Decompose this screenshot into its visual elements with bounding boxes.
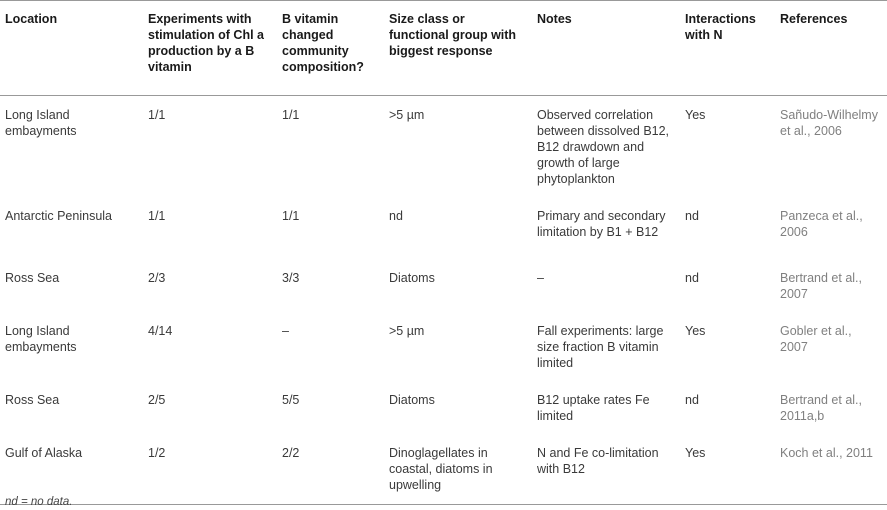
cell-community-change: – <box>282 324 289 338</box>
table-row <box>0 96 887 198</box>
table-row <box>0 197 887 259</box>
cell-notes: Fall experiments: large size fraction B vitamin limited <box>537 324 664 370</box>
header-community-change: B vitamin changed community composition? <box>277 1 384 96</box>
cell-community-change: 2/2 <box>277 434 384 504</box>
cell-interactions: nd <box>685 209 699 223</box>
cell-experiments: 1/1 <box>148 108 166 122</box>
cell-size-class: Diatoms <box>389 393 435 407</box>
cell-size-class: nd <box>389 209 403 223</box>
cell-location: Ross Sea <box>5 393 60 407</box>
cell-interactions: Yes <box>685 324 706 338</box>
cell-references: Bertrand et al., 2011a,b <box>780 393 862 423</box>
cell-location: Long Island embayments <box>5 108 77 138</box>
cell-references: Panzeca et al., 2006 <box>780 209 863 239</box>
header-size-class: Size class or functional group with biggest response <box>384 1 532 96</box>
cell-location: Gulf of Alaska <box>0 434 143 504</box>
cell-references: Koch et al., 2011 <box>775 434 887 504</box>
cell-interactions: Yes <box>680 434 775 504</box>
cell-interactions: Yes <box>685 108 706 122</box>
cell-notes: B12 uptake rates Fe limited <box>537 393 650 423</box>
cell-community-change: 5/5 <box>282 393 300 407</box>
cell-size-class: Diatoms <box>389 271 435 285</box>
cell-community-change: 3/3 <box>282 271 300 285</box>
cell-notes: Primary and secondary limitation by B1 + B12 <box>537 209 666 239</box>
header-row <box>0 1 887 96</box>
header-experiments: Experiments with stimulation of Chl a production by a B vitamin <box>143 1 277 96</box>
cell-location: Long Island embayments <box>5 324 77 354</box>
table-row <box>0 381 887 434</box>
cell-community-change: 1/1 <box>282 209 300 223</box>
table-row <box>0 312 887 381</box>
cell-experiments: 2/5 <box>148 393 166 407</box>
header-interactions: Interactions with N <box>680 1 775 96</box>
cell-interactions: nd <box>685 393 699 407</box>
table-row <box>0 434 887 504</box>
footnote: nd = no data. <box>5 496 73 508</box>
cell-experiments: 4/14 <box>148 324 173 338</box>
cell-interactions: nd <box>685 271 699 285</box>
cell-size-class: >5 µm <box>389 324 425 338</box>
cell-experiments: 1/2 <box>143 434 277 504</box>
cell-references: Bertrand et al., 2007 <box>780 271 862 301</box>
cell-notes: – <box>537 271 544 285</box>
cell-community-change: 1/1 <box>282 108 300 122</box>
cell-location: Ross Sea <box>5 271 60 285</box>
cell-experiments: 2/3 <box>148 271 166 285</box>
cell-notes: Observed correlation between dissolved B12, B12 drawdown and growth of large phytoplankton <box>537 108 670 186</box>
header-location: Location <box>0 1 143 96</box>
cell-size-class: >5 µm <box>389 108 425 122</box>
cell-size-class: Dinoglagellates in coastal, diatoms in upwelling <box>384 434 532 504</box>
cell-experiments: 1/1 <box>148 209 166 223</box>
table-row <box>0 259 887 312</box>
cell-references: Sañudo-Wilhelmy et al., 2006 <box>780 108 878 138</box>
header-notes: Notes <box>532 1 680 96</box>
header-references: References <box>775 1 887 96</box>
cell-notes: N and Fe co-limitation with B12 <box>532 434 680 504</box>
cell-references: Gobler et al., 2007 <box>780 324 852 354</box>
cell-location: Antarctic Peninsula <box>5 209 113 223</box>
